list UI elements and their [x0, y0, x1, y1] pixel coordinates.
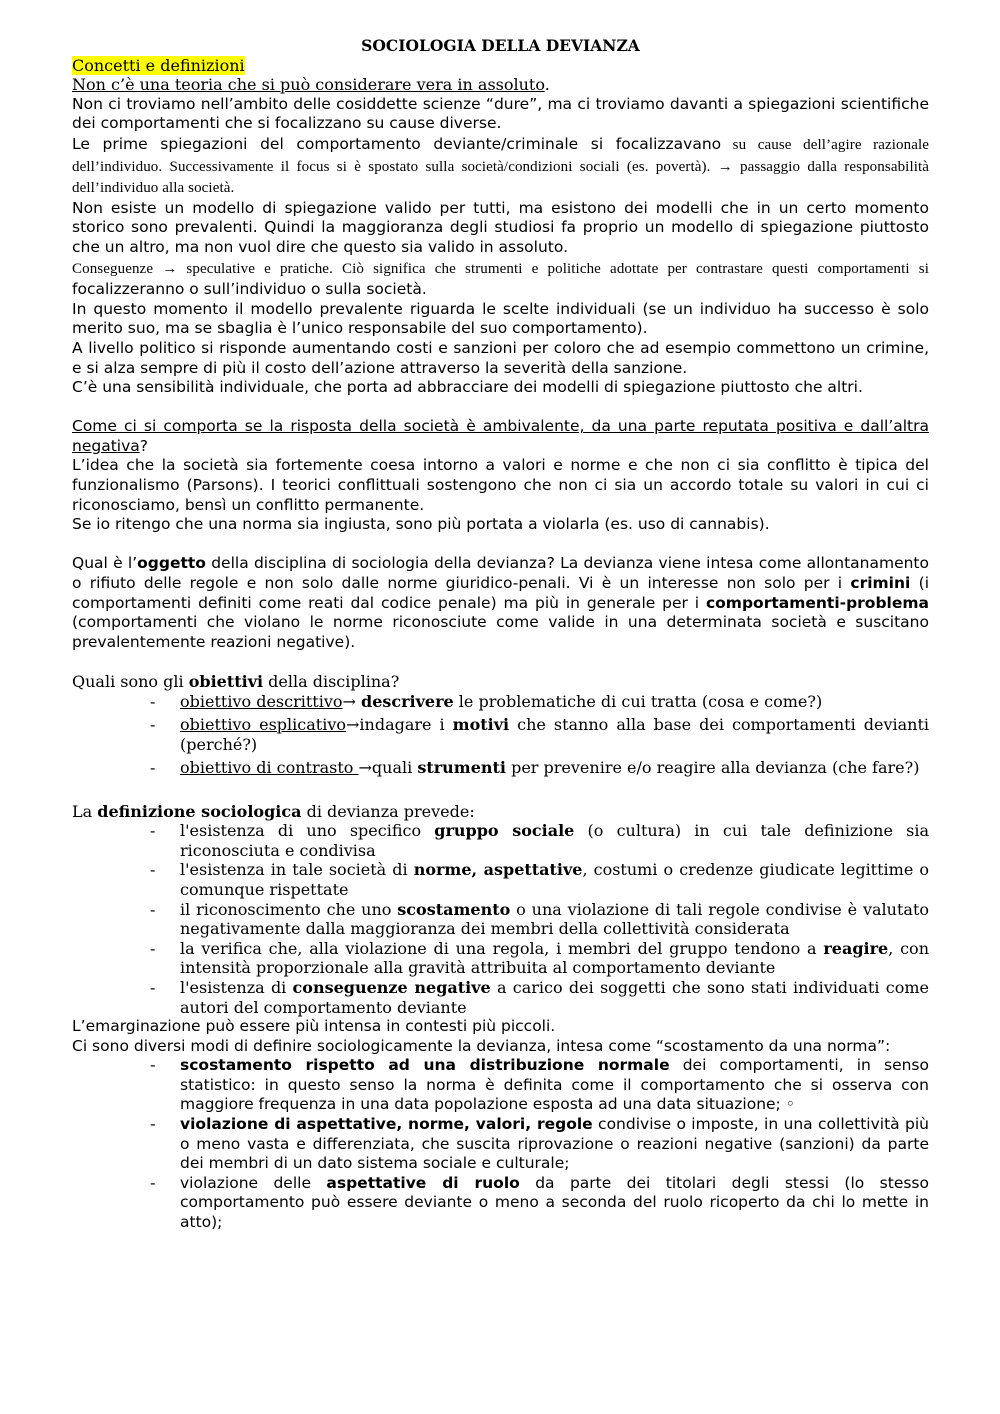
document-page: [72, 36, 929, 1233]
ways-list: [72, 1056, 929, 1232]
text-span: dei comportamenti, in senso statistico: in questo senso la norma è definita come il comportamento che si osserva con maggiore frequenza in una data popolazione esposta ad una data situazione; ◦: [180, 1056, 929, 1114]
list-item: [180, 692, 929, 712]
spacer: [72, 535, 929, 555]
text-span: Qual è l’: [72, 554, 138, 573]
bold-term: scostamento: [397, 899, 511, 919]
bold-term: norme, aspettative: [413, 860, 583, 880]
bold-term: reagire: [823, 938, 889, 958]
bold-term: motivi: [452, 715, 510, 735]
list-item: [180, 939, 929, 978]
list-item: [180, 978, 929, 1017]
intro-paragraph-4: Non esiste un modello di spiegazione valido per tutti, ma esistono dei modelli che in un certo momento storico sono prevalenti. Quindi la maggioranza degli studiosi fa proprio un modello di spiegazione piuttosto che un altro, ma non vuol dire che questo sia valido in assoluto.: [72, 198, 929, 256]
text-span: l'esistenza di: [180, 977, 293, 997]
bold-term: gruppo sociale: [434, 821, 575, 841]
text-span: l'esistenza di uno specifico: [180, 821, 435, 841]
definition-list: [72, 821, 929, 1017]
object-paragraph: [72, 554, 929, 652]
text-span: violazione delle: [180, 1173, 327, 1192]
text-span: Le prime spiegazioni del comportamento deviante/criminale si focalizzavano: [72, 134, 722, 153]
definition-intro: [72, 802, 929, 822]
underlined-text: obiettivo di contrasto: [180, 758, 359, 778]
punctuation: .: [544, 75, 550, 95]
underlined-text: Non c’è una teoria che si può considerare vera in assoluto: [72, 75, 545, 95]
text-span: che stanno alla base dei comportamenti devianti (perché?): [180, 715, 929, 754]
text-span: a carico dei soggetti che sono stati individuati come autori del comportamento deviante: [180, 977, 929, 1017]
text-span: La: [72, 801, 98, 821]
intro-paragraph-5: [72, 258, 929, 300]
spacer: [72, 652, 929, 672]
text-span: →: [342, 691, 361, 711]
bold-term: strumenti: [417, 758, 506, 778]
list-item: [180, 1174, 929, 1233]
text-span: di devianza prevede:: [301, 801, 475, 821]
bold-term: scostamento rispetto ad una distribuzione normale: [180, 1056, 670, 1075]
text-span: per prevenire e/o reagire alla devianza (che fare?): [506, 758, 920, 778]
text-span: su cause dell’agire razionale dell’individuo. Successivamente il focus si è spostato sulla società/condizioni sociali (es. povertà). → passaggio dalla responsabilità dell’individuo alla società.: [72, 136, 929, 197]
list-item: [180, 1115, 929, 1174]
text-span: , costumi o credenze giudicate legittime o comunque rispettate: [180, 860, 929, 899]
bold-term: obiettivi: [188, 672, 264, 691]
intro-paragraph-7: A livello politico si risponde aumentando costi e sanzioni per coloro che ad esempio commettono un crimine, e si alza sempre di più il costo dell’azione attraverso la severità della sanzione.: [72, 338, 929, 377]
section-heading: [72, 56, 929, 76]
text-span: le problematiche di cui tratta (cosa e come?): [453, 691, 823, 711]
spacer: [72, 782, 929, 802]
text-span: Conseguenze → speculative e pratiche. Ciò significa che strumenti e politiche adottate per contrastare questi comportamenti si: [72, 260, 929, 277]
definition-after-2: Ci sono diversi modi di definire sociologicamente la devianza, intesa come “scostamento da una norma”:: [72, 1036, 891, 1055]
list-item: [180, 758, 929, 778]
document-title: SOCIOLOGIA DELLA DEVIANZA: [361, 36, 640, 55]
ambivalent-paragraph-1: L’idea che la società sia fortemente coesa intorno a valori e norme e che non ci sia conflitto è tipica del funzionalismo (Parsons). I teorici conflittuali sostengono che non ci sia un accordo totale su valori in cui ci riconosciamo, bensì un conflitto permanente.: [72, 456, 929, 514]
intro-paragraph-2: Non ci troviamo nell’ambito delle cosiddette scienze “dure”, ma ci troviamo davanti a spiegazioni scientifiche dei comportamenti che si focalizzano su cause diverse.: [72, 94, 929, 133]
bold-term: comportamenti-problema: [705, 593, 929, 612]
text-span: (i comportamenti definiti come reati dal codice penale) ma più in generale per i: [72, 574, 929, 612]
bold-term: violazione di aspettative, norme, valori, regole: [180, 1115, 593, 1134]
text-span: , con intensità proporzionale alla gravità attribuita al comportamento deviante: [180, 938, 929, 978]
text-span: →indagare i: [346, 715, 453, 735]
list-item: [180, 900, 929, 939]
text-span: →quali: [358, 758, 418, 778]
text-span: condivise o imposte, in una collettività più o meno vasta e differenziata, che suscita riprovazione o reazioni negative (sanzioni) da parte dei membri di un dato sistema sociale e culturale;: [180, 1115, 929, 1173]
bold-term: aspettative di ruolo: [326, 1173, 520, 1192]
list-item: [180, 821, 929, 860]
list-item: [180, 715, 929, 754]
text-span: l'esistenza in tale società di: [180, 860, 414, 880]
bold-term: conseguenze negative: [292, 977, 491, 997]
underlined-text: Come ci si comporta se la risposta della società è ambivalente, da una parte reputata positiva e dall’altra negativa: [72, 417, 929, 455]
bold-term: descrivere: [361, 691, 454, 711]
intro-paragraph-8: C’è una sensibilità individuale, che porta ad abbracciare dei modelli di spiegazione piuttosto che altri.: [72, 378, 863, 397]
bold-term: definizione sociologica: [97, 801, 302, 821]
definition-after-1: L’emarginazione può essere più intensa in contesti più piccoli.: [72, 1017, 556, 1036]
underlined-text: obiettivo esplicativo: [180, 715, 346, 735]
text-span: della disciplina di sociologia della devianza? La devianza viene intesa come allontanamento o rifiuto delle regole e non solo dalle norme giuridico-penali. Vi è un interesse non solo per i: [72, 554, 929, 593]
underlined-text: obiettivo descrittivo: [180, 691, 343, 711]
list-item: [180, 860, 929, 899]
text-span: da parte dei titolari degli stessi (lo stesso comportamento può essere deviante o meno a seconda del ruolo ricoperto da chi lo mette in atto);: [180, 1173, 929, 1232]
intro-paragraph-3: [72, 134, 929, 199]
punctuation: ?: [139, 436, 148, 455]
bold-term: crimini: [850, 574, 911, 593]
text-span: il riconoscimento che uno: [180, 899, 398, 919]
ambivalent-paragraph-2: Se io ritengo che una norma sia ingiusta, sono più portata a violarla (es. uso di cannabis).: [72, 515, 770, 534]
spacer: [72, 398, 929, 418]
text-span: (comportamenti che violano le norme riconosciute come valide in una determinata società e suscitano prevalentemente reazioni negative).: [72, 613, 929, 651]
intro-paragraph-1: [72, 75, 929, 95]
intro-paragraph-6: In questo momento il modello prevalente riguarda le scelte individuali (se un individuo ha successo è solo merito suo, ma se sbaglia è l’unico responsabile del suo comportamento).: [72, 299, 929, 338]
list-item: [180, 1056, 929, 1115]
text-span: focalizzeranno o sull’individuo o sulla società.: [72, 280, 427, 299]
text-span: (o cultura) in cui tale definizione sia riconosciuta e condivisa: [180, 821, 929, 860]
highlighted-heading: Concetti e definizioni: [72, 55, 245, 75]
text-span: la verifica che, alla violazione di una regola, i membri del gruppo tendono a: [180, 938, 824, 958]
text-span: della disciplina?: [263, 672, 400, 691]
objectives-list: [72, 692, 929, 778]
ambivalent-question: [72, 417, 929, 456]
objectives-intro: [72, 672, 929, 692]
text-span: Quali sono gli: [72, 672, 189, 691]
text-span: o una violazione di tali regole condivise è valutato negativamente dalla maggioranza dei membri della collettività considerata: [180, 899, 929, 939]
bold-term: oggetto: [137, 554, 206, 573]
